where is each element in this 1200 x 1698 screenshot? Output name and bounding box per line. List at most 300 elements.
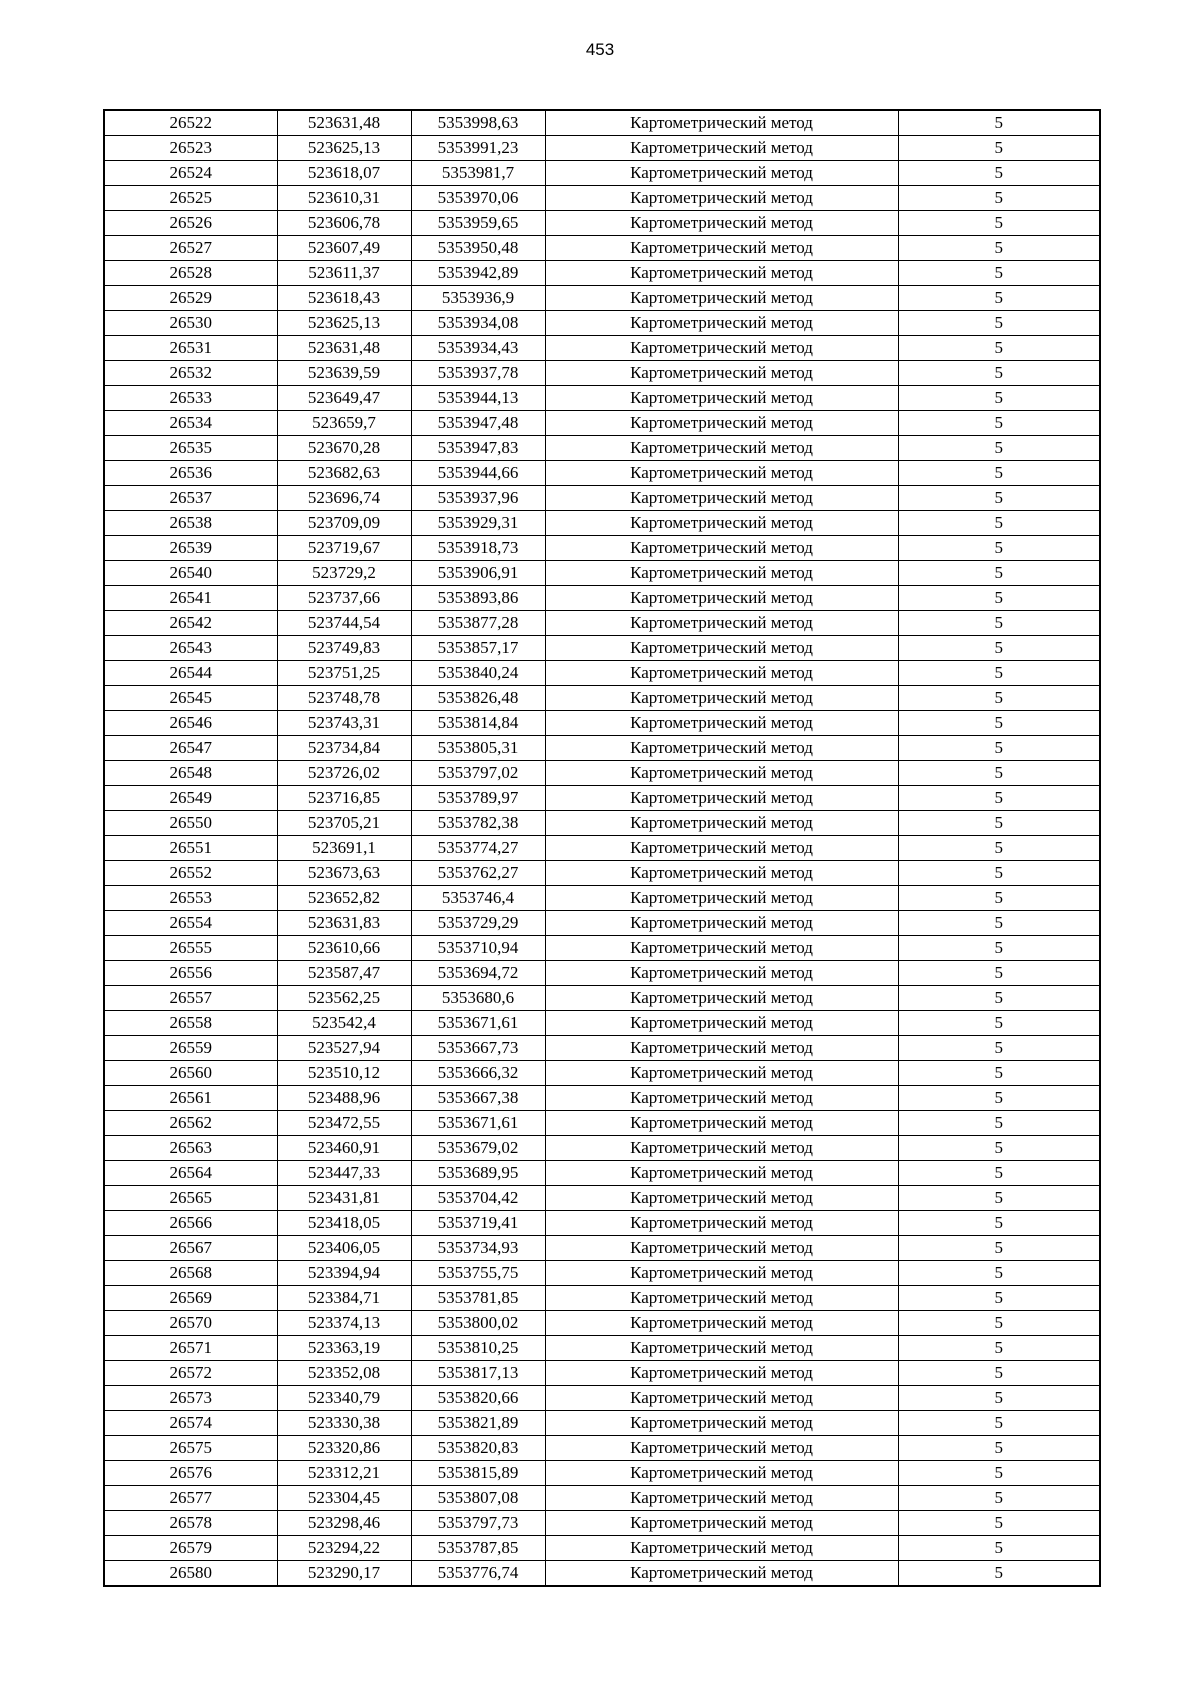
accuracy-cell: 5	[898, 811, 1100, 836]
x-coordinate-cell: 523744,54	[277, 611, 411, 636]
table-row	[104, 411, 1100, 436]
table-row	[104, 611, 1100, 636]
method-cell: Картометрический метод	[545, 1361, 898, 1386]
point-number-cell: 26561	[104, 1086, 277, 1111]
y-coordinate-cell: 5353817,13	[411, 1361, 545, 1386]
x-coordinate-cell: 523631,48	[277, 110, 411, 136]
accuracy-cell: 5	[898, 311, 1100, 336]
table-row	[104, 861, 1100, 886]
method-cell: Картометрический метод	[545, 886, 898, 911]
x-coordinate-cell: 523631,83	[277, 911, 411, 936]
x-coordinate-cell: 523749,83	[277, 636, 411, 661]
accuracy-cell: 5	[898, 586, 1100, 611]
accuracy-cell: 5	[898, 961, 1100, 986]
point-number-cell: 26539	[104, 536, 277, 561]
table-row	[104, 186, 1100, 211]
table-row	[104, 1236, 1100, 1261]
accuracy-cell: 5	[898, 1136, 1100, 1161]
point-number-cell: 26532	[104, 361, 277, 386]
point-number-cell: 26560	[104, 1061, 277, 1086]
method-cell: Картометрический метод	[545, 236, 898, 261]
accuracy-cell: 5	[898, 886, 1100, 911]
y-coordinate-cell: 5353944,13	[411, 386, 545, 411]
y-coordinate-cell: 5353746,4	[411, 886, 545, 911]
method-cell: Картометрический метод	[545, 1436, 898, 1461]
point-number-cell: 26579	[104, 1536, 277, 1561]
point-number-cell: 26536	[104, 461, 277, 486]
y-coordinate-cell: 5353944,66	[411, 461, 545, 486]
x-coordinate-cell: 523625,13	[277, 311, 411, 336]
point-number-cell: 26534	[104, 411, 277, 436]
y-coordinate-cell: 5353807,08	[411, 1486, 545, 1511]
point-number-cell: 26526	[104, 211, 277, 236]
table-row	[104, 261, 1100, 286]
table-row	[104, 436, 1100, 461]
method-cell: Картометрический метод	[545, 1136, 898, 1161]
point-number-cell: 26564	[104, 1161, 277, 1186]
x-coordinate-cell: 523610,31	[277, 186, 411, 211]
table-row	[104, 1536, 1100, 1561]
method-cell: Картометрический метод	[545, 1261, 898, 1286]
table-row	[104, 486, 1100, 511]
y-coordinate-cell: 5353671,61	[411, 1011, 545, 1036]
point-number-cell: 26523	[104, 136, 277, 161]
y-coordinate-cell: 5353906,91	[411, 561, 545, 586]
table-row	[104, 386, 1100, 411]
accuracy-cell: 5	[898, 1011, 1100, 1036]
method-cell: Картометрический метод	[545, 586, 898, 611]
method-cell: Картометрический метод	[545, 1161, 898, 1186]
accuracy-cell: 5	[898, 1561, 1100, 1587]
method-cell: Картометрический метод	[545, 936, 898, 961]
point-number-cell: 26546	[104, 711, 277, 736]
accuracy-cell: 5	[898, 1361, 1100, 1386]
x-coordinate-cell: 523352,08	[277, 1361, 411, 1386]
point-number-cell: 26562	[104, 1111, 277, 1136]
accuracy-cell: 5	[898, 1186, 1100, 1211]
x-coordinate-cell: 523734,84	[277, 736, 411, 761]
table-row	[104, 586, 1100, 611]
table-row	[104, 311, 1100, 336]
point-number-cell: 26535	[104, 436, 277, 461]
table-row	[104, 1086, 1100, 1111]
table-row	[104, 1411, 1100, 1436]
y-coordinate-cell: 5353805,31	[411, 736, 545, 761]
accuracy-cell: 5	[898, 236, 1100, 261]
method-cell: Картометрический метод	[545, 861, 898, 886]
method-cell: Картометрический метод	[545, 1511, 898, 1536]
x-coordinate-cell: 523748,78	[277, 686, 411, 711]
accuracy-cell: 5	[898, 686, 1100, 711]
y-coordinate-cell: 5353981,7	[411, 161, 545, 186]
table-row	[104, 1486, 1100, 1511]
x-coordinate-cell: 523610,66	[277, 936, 411, 961]
accuracy-cell: 5	[898, 1461, 1100, 1486]
table-row	[104, 1286, 1100, 1311]
table-row	[104, 461, 1100, 486]
method-cell: Картометрический метод	[545, 461, 898, 486]
x-coordinate-cell: 523384,71	[277, 1286, 411, 1311]
point-number-cell: 26533	[104, 386, 277, 411]
method-cell: Картометрический метод	[545, 1536, 898, 1561]
x-coordinate-cell: 523618,07	[277, 161, 411, 186]
point-number-cell: 26529	[104, 286, 277, 311]
method-cell: Картометрический метод	[545, 561, 898, 586]
point-number-cell: 26568	[104, 1261, 277, 1286]
y-coordinate-cell: 5353689,95	[411, 1161, 545, 1186]
point-number-cell: 26576	[104, 1461, 277, 1486]
y-coordinate-cell: 5353814,84	[411, 711, 545, 736]
table-row	[104, 1386, 1100, 1411]
y-coordinate-cell: 5353815,89	[411, 1461, 545, 1486]
accuracy-cell: 5	[898, 336, 1100, 361]
table-row	[104, 161, 1100, 186]
point-number-cell: 26552	[104, 861, 277, 886]
method-cell: Картометрический метод	[545, 1486, 898, 1511]
accuracy-cell: 5	[898, 186, 1100, 211]
accuracy-cell: 5	[898, 261, 1100, 286]
point-number-cell: 26525	[104, 186, 277, 211]
x-coordinate-cell: 523618,43	[277, 286, 411, 311]
accuracy-cell: 5	[898, 386, 1100, 411]
point-number-cell: 26545	[104, 686, 277, 711]
table-row	[104, 236, 1100, 261]
y-coordinate-cell: 5353797,02	[411, 761, 545, 786]
point-number-cell: 26538	[104, 511, 277, 536]
accuracy-cell: 5	[898, 511, 1100, 536]
x-coordinate-cell: 523682,63	[277, 461, 411, 486]
y-coordinate-cell: 5353959,65	[411, 211, 545, 236]
point-number-cell: 26549	[104, 786, 277, 811]
point-number-cell: 26527	[104, 236, 277, 261]
point-number-cell: 26554	[104, 911, 277, 936]
accuracy-cell: 5	[898, 411, 1100, 436]
accuracy-cell: 5	[898, 1311, 1100, 1336]
accuracy-cell: 5	[898, 110, 1100, 136]
method-cell: Картометрический метод	[545, 1011, 898, 1036]
accuracy-cell: 5	[898, 786, 1100, 811]
point-number-cell: 26553	[104, 886, 277, 911]
method-cell: Картометрический метод	[545, 1211, 898, 1236]
table-row	[104, 1436, 1100, 1461]
point-number-cell: 26543	[104, 636, 277, 661]
point-number-cell: 26563	[104, 1136, 277, 1161]
method-cell: Картометрический метод	[545, 811, 898, 836]
table-row	[104, 736, 1100, 761]
accuracy-cell: 5	[898, 1486, 1100, 1511]
table-row	[104, 561, 1100, 586]
x-coordinate-cell: 523418,05	[277, 1211, 411, 1236]
x-coordinate-cell: 523562,25	[277, 986, 411, 1011]
method-cell: Картометрический метод	[545, 661, 898, 686]
y-coordinate-cell: 5353734,93	[411, 1236, 545, 1261]
y-coordinate-cell: 5353821,89	[411, 1411, 545, 1436]
point-number-cell: 26573	[104, 1386, 277, 1411]
accuracy-cell: 5	[898, 836, 1100, 861]
y-coordinate-cell: 5353789,97	[411, 786, 545, 811]
accuracy-cell: 5	[898, 436, 1100, 461]
accuracy-cell: 5	[898, 361, 1100, 386]
y-coordinate-cell: 5353937,96	[411, 486, 545, 511]
table-row	[104, 1561, 1100, 1587]
method-cell: Картометрический метод	[545, 511, 898, 536]
method-cell: Картометрический метод	[545, 786, 898, 811]
y-coordinate-cell: 5353666,32	[411, 1061, 545, 1086]
y-coordinate-cell: 5353934,08	[411, 311, 545, 336]
y-coordinate-cell: 5353680,6	[411, 986, 545, 1011]
point-number-cell: 26580	[104, 1561, 277, 1587]
x-coordinate-cell: 523691,1	[277, 836, 411, 861]
table-row	[104, 1161, 1100, 1186]
y-coordinate-cell: 5353820,83	[411, 1436, 545, 1461]
method-cell: Картометрический метод	[545, 336, 898, 361]
y-coordinate-cell: 5353857,17	[411, 636, 545, 661]
x-coordinate-cell: 523670,28	[277, 436, 411, 461]
y-coordinate-cell: 5353797,73	[411, 1511, 545, 1536]
point-number-cell: 26577	[104, 1486, 277, 1511]
table-row	[104, 1111, 1100, 1136]
x-coordinate-cell: 523542,4	[277, 1011, 411, 1036]
point-number-cell: 26569	[104, 1286, 277, 1311]
accuracy-cell: 5	[898, 936, 1100, 961]
point-number-cell: 26551	[104, 836, 277, 861]
coordinates-table-body	[104, 110, 1100, 1586]
accuracy-cell: 5	[898, 1161, 1100, 1186]
accuracy-cell: 5	[898, 1236, 1100, 1261]
method-cell: Картометрический метод	[545, 1386, 898, 1411]
method-cell: Картометрический метод	[545, 1086, 898, 1111]
x-coordinate-cell: 523696,74	[277, 486, 411, 511]
method-cell: Картометрический метод	[545, 686, 898, 711]
method-cell: Картометрический метод	[545, 1236, 898, 1261]
accuracy-cell: 5	[898, 761, 1100, 786]
table-row	[104, 1136, 1100, 1161]
method-cell: Картометрический метод	[545, 1036, 898, 1061]
x-coordinate-cell: 523639,59	[277, 361, 411, 386]
method-cell: Картометрический метод	[545, 386, 898, 411]
point-number-cell: 26531	[104, 336, 277, 361]
accuracy-cell: 5	[898, 1211, 1100, 1236]
accuracy-cell: 5	[898, 1261, 1100, 1286]
table-row	[104, 1211, 1100, 1236]
point-number-cell: 26575	[104, 1436, 277, 1461]
x-coordinate-cell: 523625,13	[277, 136, 411, 161]
table-row	[104, 336, 1100, 361]
table-row	[104, 1461, 1100, 1486]
method-cell: Картометрический метод	[545, 761, 898, 786]
x-coordinate-cell: 523312,21	[277, 1461, 411, 1486]
table-row	[104, 136, 1100, 161]
table-row	[104, 1011, 1100, 1036]
method-cell: Картометрический метод	[545, 311, 898, 336]
accuracy-cell: 5	[898, 1286, 1100, 1311]
method-cell: Картометрический метод	[545, 711, 898, 736]
accuracy-cell: 5	[898, 1336, 1100, 1361]
accuracy-cell: 5	[898, 986, 1100, 1011]
x-coordinate-cell: 523510,12	[277, 1061, 411, 1086]
point-number-cell: 26559	[104, 1036, 277, 1061]
point-number-cell: 26530	[104, 311, 277, 336]
y-coordinate-cell: 5353950,48	[411, 236, 545, 261]
x-coordinate-cell: 523472,55	[277, 1111, 411, 1136]
table-row	[104, 1186, 1100, 1211]
y-coordinate-cell: 5353934,43	[411, 336, 545, 361]
y-coordinate-cell: 5353947,83	[411, 436, 545, 461]
point-number-cell: 26524	[104, 161, 277, 186]
table-row	[104, 1511, 1100, 1536]
y-coordinate-cell: 5353787,85	[411, 1536, 545, 1561]
x-coordinate-cell: 523374,13	[277, 1311, 411, 1336]
point-number-cell: 26544	[104, 661, 277, 686]
accuracy-cell: 5	[898, 561, 1100, 586]
y-coordinate-cell: 5353667,73	[411, 1036, 545, 1061]
table-row	[104, 686, 1100, 711]
point-number-cell: 26542	[104, 611, 277, 636]
y-coordinate-cell: 5353937,78	[411, 361, 545, 386]
method-cell: Картометрический метод	[545, 1311, 898, 1336]
x-coordinate-cell: 523709,09	[277, 511, 411, 536]
y-coordinate-cell: 5353893,86	[411, 586, 545, 611]
method-cell: Картометрический метод	[545, 1336, 898, 1361]
x-coordinate-cell: 523649,47	[277, 386, 411, 411]
y-coordinate-cell: 5353936,9	[411, 286, 545, 311]
method-cell: Картометрический метод	[545, 1111, 898, 1136]
table-row	[104, 636, 1100, 661]
point-number-cell: 26541	[104, 586, 277, 611]
table-row	[104, 1361, 1100, 1386]
method-cell: Картометрический метод	[545, 1411, 898, 1436]
x-coordinate-cell: 523729,2	[277, 561, 411, 586]
method-cell: Картометрический метод	[545, 110, 898, 136]
accuracy-cell: 5	[898, 1386, 1100, 1411]
table-row	[104, 811, 1100, 836]
x-coordinate-cell: 523340,79	[277, 1386, 411, 1411]
table-row	[104, 361, 1100, 386]
method-cell: Картометрический метод	[545, 1061, 898, 1086]
point-number-cell: 26570	[104, 1311, 277, 1336]
method-cell: Картометрический метод	[545, 136, 898, 161]
y-coordinate-cell: 5353991,23	[411, 136, 545, 161]
table-row	[104, 1036, 1100, 1061]
y-coordinate-cell: 5353998,63	[411, 110, 545, 136]
accuracy-cell: 5	[898, 1511, 1100, 1536]
table-row	[104, 761, 1100, 786]
y-coordinate-cell: 5353755,75	[411, 1261, 545, 1286]
method-cell: Картометрический метод	[545, 961, 898, 986]
x-coordinate-cell: 523363,19	[277, 1336, 411, 1361]
accuracy-cell: 5	[898, 136, 1100, 161]
point-number-cell: 26548	[104, 761, 277, 786]
x-coordinate-cell: 523298,46	[277, 1511, 411, 1536]
table-row	[104, 886, 1100, 911]
y-coordinate-cell: 5353774,27	[411, 836, 545, 861]
x-coordinate-cell: 523606,78	[277, 211, 411, 236]
accuracy-cell: 5	[898, 636, 1100, 661]
y-coordinate-cell: 5353762,27	[411, 861, 545, 886]
method-cell: Картометрический метод	[545, 911, 898, 936]
point-number-cell: 26578	[104, 1511, 277, 1536]
x-coordinate-cell: 523488,96	[277, 1086, 411, 1111]
accuracy-cell: 5	[898, 1086, 1100, 1111]
method-cell: Картометрический метод	[545, 436, 898, 461]
x-coordinate-cell: 523743,31	[277, 711, 411, 736]
page-number: 453	[585, 40, 615, 59]
table-row	[104, 110, 1100, 136]
y-coordinate-cell: 5353776,74	[411, 1561, 545, 1587]
point-number-cell: 26528	[104, 261, 277, 286]
accuracy-cell: 5	[898, 161, 1100, 186]
table-row	[104, 711, 1100, 736]
coordinates-table	[103, 109, 1101, 1587]
method-cell: Картометрический метод	[545, 486, 898, 511]
method-cell: Картометрический метод	[545, 186, 898, 211]
x-coordinate-cell: 523431,81	[277, 1186, 411, 1211]
y-coordinate-cell: 5353719,41	[411, 1211, 545, 1236]
method-cell: Картометрический метод	[545, 361, 898, 386]
accuracy-cell: 5	[898, 286, 1100, 311]
method-cell: Картометрический метод	[545, 536, 898, 561]
point-number-cell: 26565	[104, 1186, 277, 1211]
method-cell: Картометрический метод	[545, 1461, 898, 1486]
y-coordinate-cell: 5353877,28	[411, 611, 545, 636]
y-coordinate-cell: 5353947,48	[411, 411, 545, 436]
y-coordinate-cell: 5353679,02	[411, 1136, 545, 1161]
method-cell: Картометрический метод	[545, 411, 898, 436]
y-coordinate-cell: 5353710,94	[411, 936, 545, 961]
table-row	[104, 836, 1100, 861]
point-number-cell: 26566	[104, 1211, 277, 1236]
y-coordinate-cell: 5353800,02	[411, 1311, 545, 1336]
x-coordinate-cell: 523294,22	[277, 1536, 411, 1561]
x-coordinate-cell: 523447,33	[277, 1161, 411, 1186]
x-coordinate-cell: 523304,45	[277, 1486, 411, 1511]
x-coordinate-cell: 523330,38	[277, 1411, 411, 1436]
x-coordinate-cell: 523716,85	[277, 786, 411, 811]
point-number-cell: 26571	[104, 1336, 277, 1361]
point-number-cell: 26572	[104, 1361, 277, 1386]
table-row	[104, 536, 1100, 561]
x-coordinate-cell: 523320,86	[277, 1436, 411, 1461]
accuracy-cell: 5	[898, 486, 1100, 511]
x-coordinate-cell: 523705,21	[277, 811, 411, 836]
x-coordinate-cell: 523587,47	[277, 961, 411, 986]
point-number-cell: 26522	[104, 110, 277, 136]
x-coordinate-cell: 523631,48	[277, 336, 411, 361]
table-row	[104, 1061, 1100, 1086]
x-coordinate-cell: 523460,91	[277, 1136, 411, 1161]
point-number-cell: 26537	[104, 486, 277, 511]
table-row	[104, 786, 1100, 811]
point-number-cell: 26557	[104, 986, 277, 1011]
table-row	[104, 961, 1100, 986]
x-coordinate-cell: 523726,02	[277, 761, 411, 786]
x-coordinate-cell: 523394,94	[277, 1261, 411, 1286]
table-row	[104, 211, 1100, 236]
y-coordinate-cell: 5353729,29	[411, 911, 545, 936]
method-cell: Картометрический метод	[545, 636, 898, 661]
method-cell: Картометрический метод	[545, 211, 898, 236]
table-row	[104, 986, 1100, 1011]
accuracy-cell: 5	[898, 611, 1100, 636]
method-cell: Картометрический метод	[545, 1561, 898, 1587]
point-number-cell: 26547	[104, 736, 277, 761]
method-cell: Картометрический метод	[545, 161, 898, 186]
method-cell: Картометрический метод	[545, 611, 898, 636]
x-coordinate-cell: 523611,37	[277, 261, 411, 286]
y-coordinate-cell: 5353826,48	[411, 686, 545, 711]
accuracy-cell: 5	[898, 1111, 1100, 1136]
accuracy-cell: 5	[898, 211, 1100, 236]
